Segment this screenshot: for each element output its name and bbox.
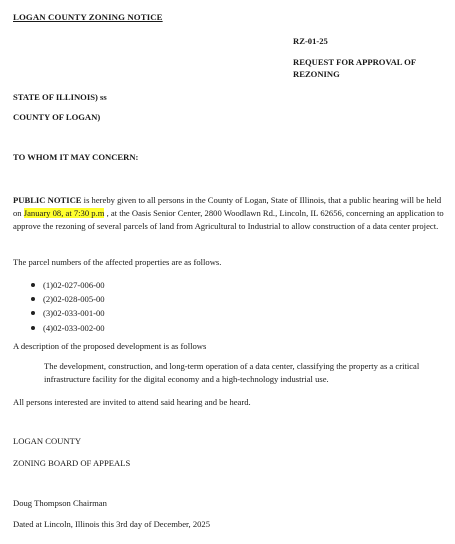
- signature-county: LOGAN COUNTY: [13, 436, 82, 446]
- state-caption: STATE OF ILLINOIS) ss: [13, 92, 107, 102]
- parcel-item: (4)02-033-002-00: [30, 321, 105, 335]
- public-notice-paragraph: [13, 194, 449, 233]
- hearing-datetime-highlight: January 08, at 7:30 p.m: [23, 208, 105, 219]
- development-intro: A description of the proposed development is as follows: [13, 341, 207, 351]
- development-description: The development, construction, and long-term operation of a data center, classifying the property as a critical infrastructure facility for the digital economy and a high-technology industrial use.: [44, 361, 420, 385]
- parcel-item: (2)02-028-005-00: [30, 292, 105, 306]
- parcels-intro: The parcel numbers of the affected properties are as follows.: [13, 257, 222, 267]
- parcel-list: [30, 278, 105, 335]
- notice-text-after-date: , at the Oasis Senior Center, 2800 Woodlawn Rd., Lincoln, IL 62656, concerning an application to approve the rezoning of several parcels of land from Agricultural to Industrial to allow construction of a data center project.: [13, 208, 444, 232]
- parcel-item: (3)02-033-001-00: [30, 306, 105, 320]
- parcel-item: (1)02-027-006-00: [30, 278, 105, 292]
- signature-chairman: Doug Thompson Chairman: [13, 498, 107, 508]
- salutation: TO WHOM IT MAY CONCERN:: [13, 152, 139, 162]
- closing-statement: All persons interested are invited to attend said hearing and be heard.: [13, 397, 251, 407]
- request-heading: REQUEST FOR APPROVAL OF REZONING: [293, 57, 416, 80]
- dated-line: Dated at Lincoln, Illinois this 3rd day of December, 2025: [13, 519, 211, 529]
- notice-title: LOGAN COUNTY ZONING NOTICE: [13, 12, 163, 22]
- county-caption: COUNTY OF LOGAN): [13, 112, 101, 122]
- public-notice-lead: PUBLIC NOTICE: [13, 195, 82, 205]
- case-number: RZ-01-25: [293, 36, 328, 46]
- signature-board: ZONING BOARD OF APPEALS: [13, 458, 131, 468]
- notice-text-before-date: is hereby given to all persons in the County of Logan, State of Illinois, that a public hearing will be held on: [13, 195, 442, 219]
